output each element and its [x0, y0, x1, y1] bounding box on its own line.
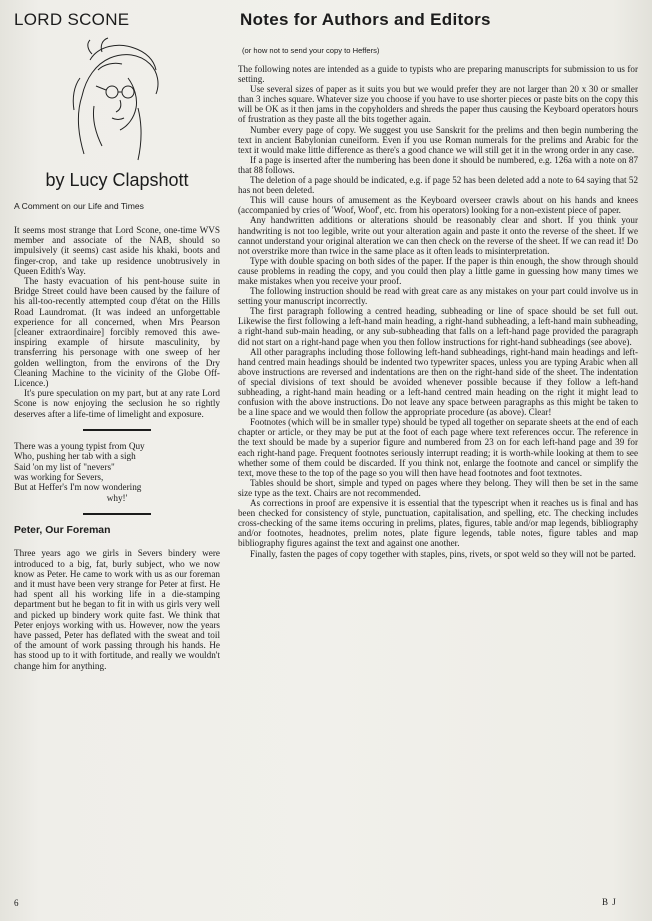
notes-paragraph: The first paragraph following a centred heading, subheading or line of space should be set full out. Likewise the first following a left-hand main heading, a right-hand subheading, a left-hand main subheading, a right-hand sub-main heading, or any sub-subheading that falls on a left-hand page provided the paragraph did not start on a right-hand page when you then follow instructions for right-hand subheadings (see above). [238, 306, 638, 347]
notes-paragraph: Use several sizes of paper as it suits you but we would prefer they are not larger than 20 x 30 or smaller than 3 inches square. Whatever size you choose if you have to use shorter pieces or paste bits on the copy this will be OK as it then jams in the copyholders and shreds the paper thus causing the Keyboard operators hours of frustration as they paste all the bits together again. [238, 84, 638, 125]
section-divider [83, 429, 151, 431]
byline: by Lucy Clapshott [45, 170, 189, 190]
article-paragraph: It's pure speculation on my part, but at any rate Lord Scone is now enjoying the seclusion he so rightly deserves after a life-time of limelight and exposure. [14, 388, 220, 419]
right-column [238, 10, 638, 559]
verse-line: why!' [106, 492, 128, 503]
notes-subtitle: (or how not to send your copy to Heffers) [242, 46, 380, 55]
notes-paragraph: Tables should be short, simple and typed on pages where they belong. They will then be set in the same size type as the text. Chairs are not recommended. [238, 477, 638, 498]
section-heading-peter: Peter, Our Foreman [14, 525, 111, 537]
notes-paragraph: The deletion of a page should be indicated, e.g. if page 52 has been deleted add a note to 64 saying that 52 has not been deleted. [238, 175, 638, 196]
notes-paragraph: Finally, fasten the pages of copy together with staples, pins, rivets, or spot weld so they will not be parted. [250, 548, 636, 559]
article-paragraph: The hasty evacuation of his pent-house suite in Bridge Street could have been caused by the failure of his all-too-recently attempted coup d'état on the Hills Road Laundromat. (It was indeed an unforgettable experience for all concerned, when Mrs Pearson [cleaner extraordinaire] forcibly removed this awe-inspiring example of hirsute masculinity, by transferring his personage with one sweep of her golden wellington, from the environs of the Dry Cleaning Machine to the vicinity of the Globe Off-Licence.) [14, 276, 220, 389]
verse-line: Said 'on my list of "nevers" [14, 461, 115, 472]
verse-line: Who, pushing her tab with a sigh [14, 451, 136, 462]
notes-paragraph: The following instruction should be read with great care as any mistakes on your part could involve us in setting your manuscript incorrectly. [238, 286, 638, 307]
notes-paragraph: Type with double spacing on both sides of the paper. If the paper is thin enough, the show through should cause problems in reading the copy, and you could then play a little game in guessing how many times we make mistakes when you receive your proof. [238, 255, 638, 286]
portrait-sketch-illustration [38, 34, 188, 164]
notes-paragraph: If a page is inserted after the numbering has been done it should be numbered, e.g. 126a with a note on 87 that 88 follows. [238, 154, 638, 175]
column-title-lord-scone: LORD SCONE [14, 10, 130, 29]
section-divider [83, 513, 151, 515]
limerick [14, 441, 220, 503]
notes-paragraph: This will cause hours of amusement as the Keyboard overseer crawls about on his hands and knees (accompanied by cries of 'Woof, Woof', etc. from his operators) looking for a non-existent piece of paper. [238, 195, 638, 216]
notes-paragraph: Number every page of copy. We suggest you use Sanskrit for the prelims and then begin numbering the text in ancient Babylonian cuneiform. Even if you use Roman numerals for the prelims and Arabic for the text it would make little difference as there's a good chance we will still get it in the wrong order in any case. [238, 124, 638, 155]
notes-paragraph: Any handwritten additions or alterations should be reasonably clear and short. If you think your handwriting is not too legible, write out your alteration again and paste it onto the reverse of the sheet. If we cannot understand your original alteration we can then check on the reverse of the sheet. If we can read it! Do not overstrike more than twice in the same place as it often leads to misinterpretation. [238, 215, 638, 256]
notes-paragraph: All other paragraphs including those following left-hand subheadings, right-hand main headings and left-hand centred main headings should be indented two typewriter spaces, unless you are typing Arabic when all above instructions are reversed and indentations are then on the right-hand side of the sheet. The indentation of special divisions of text should be avoided whenever possible because if they follow a left-hand subheading, a right-hand main heading or a left-hand centred main heading on the right it might lead to confusion with the above instructions. Do not leave any space between paragraphs as this might be taken to be a line space and we would then follow the appropriate procedure (as above). Clear! [238, 346, 638, 418]
page-number: 6 [14, 898, 19, 908]
column-title-notes: Notes for Authors and Editors [240, 10, 491, 29]
notes-paragraph: As corrections in proof are expensive it is essential that the typescript when it reaches us is final and has been checked for consistency of style, punctuation, capitalisation, and spelling, etc. The checking includes cross-checking of the same items occuring in prelims, plates, figures, table and/or map legends, bibliography and/or footnotes, headnotes, prelim notes, plate figure legends, table notes, figure tables and map bibliography figures against the text and against one another. [238, 498, 638, 549]
peter-article [14, 548, 220, 670]
verse-line: was working for Severs, [14, 472, 104, 483]
notes-article [238, 64, 638, 559]
verse-line: There was a young typist from Quy [14, 440, 145, 451]
verse-line: But at Heffer's I'm now wondering [14, 482, 142, 493]
column-subtitle: A Comment on our Life and Times [14, 201, 144, 211]
notes-paragraph: The following notes are intended as a guide to typists who are preparing manuscripts for submission to us for setting. [238, 64, 638, 85]
author-initials: B J [602, 897, 617, 907]
notes-paragraph: Footnotes (which will be in smaller type) should be typed all together on separate sheets at the end of each chapter or article, or they may be put at the foot of each page where text references occur. The reference in the text should be made by a superior figure and numbered from 23 on for each left-hand page and 39 for each right-hand page. Frequent footnotes seriously interrupt reading; it is worth-while looking at them to see whether some of them could be discarded. If you think not, enlarge the footnote and cancel or simplify the text, move these to the top of the page so you will then have head footnotes and foot textnotes. [238, 417, 638, 478]
article-paragraph: Three years ago we girls in Severs bindery were introduced to a big, fat, burly subject, who we now know as Peter. He came to work with us as our foreman and it must have been very strange for Peter at first. He had spent all his working life in a die-stamping department but he began to fit in with us girls very well and picked up bindery work quite fast. We think that Peter enjoys working with us. However, now the years have passed, Peter has deflated with the sweat and toil of the amount of work passing through his hands. He has stood up to it with fortitude, and really we wouldn't change him for anything. [14, 548, 220, 671]
lord-scone-article [14, 225, 220, 419]
article-paragraph: It seems most strange that Lord Scone, one-time WVS member and associate of the NAB, should so impulsively (it seems) cast aside his khaki, boots and finger-crop, and take up residence unobtrusively in Queen Edith's Way. [14, 225, 220, 276]
left-column [14, 10, 220, 671]
